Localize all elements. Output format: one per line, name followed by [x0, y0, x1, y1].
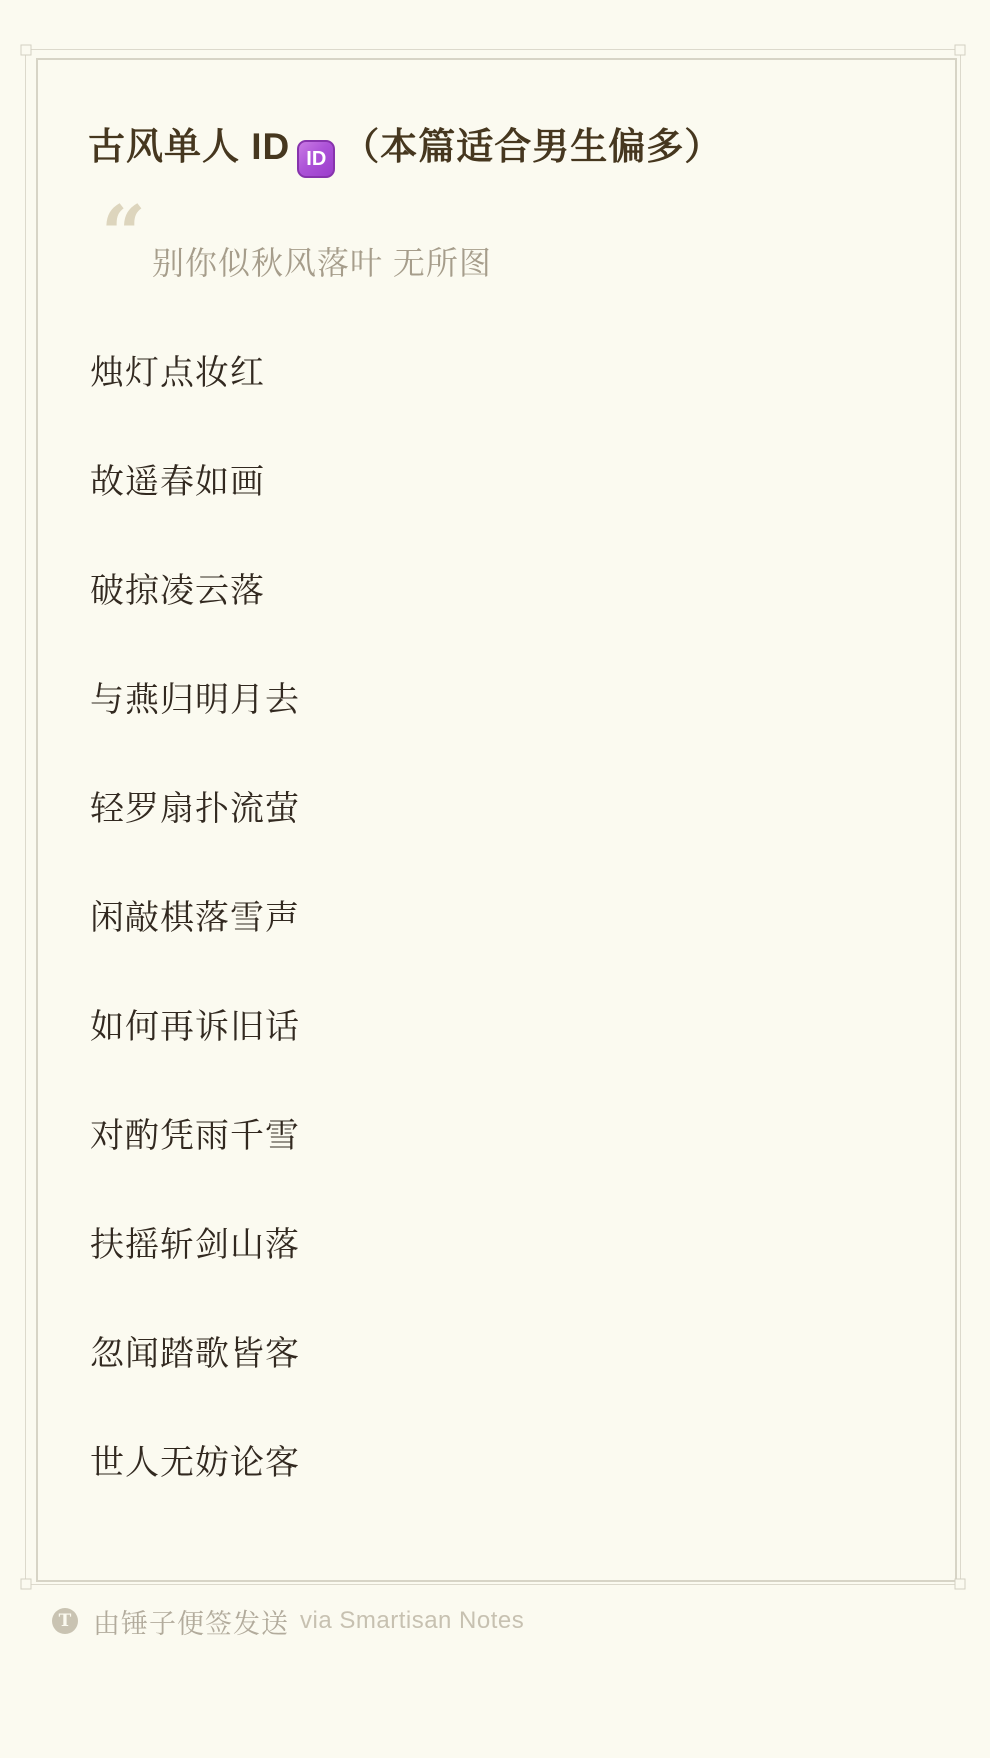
- quote-text: 别你似秋风落叶 无所图: [152, 245, 492, 281]
- footer-text-cn: 由锤子便签发送: [93, 1608, 289, 1639]
- list-item: 与燕归明月去: [90, 681, 300, 719]
- corner-ornament-bottom-left: [21, 1579, 32, 1590]
- footer: [52, 1606, 525, 1639]
- list-item: 轻罗扇扑流萤: [90, 790, 300, 828]
- list-item: 故遥春如画: [90, 463, 265, 501]
- note-title: [88, 116, 722, 178]
- id-list: [90, 345, 300, 1544]
- smartisan-logo-letter: T: [58, 1611, 72, 1631]
- note-title-suffix: （本篇适合男生偏多）: [342, 126, 723, 167]
- footer-text-en: via Smartisan Notes: [300, 1607, 525, 1634]
- quote-mark-icon: “: [101, 189, 146, 280]
- list-item: 如何再诉旧话: [90, 1008, 300, 1046]
- corner-ornament-top-right: [955, 45, 966, 56]
- list-item: 闲敲棋落雪声: [90, 899, 300, 937]
- list-item: 破掠凌云落: [90, 572, 265, 610]
- id-emoji: [297, 140, 335, 178]
- list-item: 忽闻踏歌皆客: [90, 1335, 300, 1373]
- list-item: 世人无妨论客: [90, 1444, 300, 1482]
- smartisan-logo-icon: [52, 1608, 78, 1634]
- id-emoji-label: ID: [306, 148, 327, 170]
- list-item: 对酌凭雨千雪: [90, 1117, 300, 1155]
- corner-ornament-top-left: [21, 45, 32, 56]
- list-item: 烛灯点妆红: [90, 354, 265, 392]
- corner-ornament-bottom-right: [955, 1579, 966, 1590]
- note-title-prefix: 古风单人 ID: [88, 126, 291, 167]
- list-item: 扶摇斩剑山落: [90, 1226, 300, 1264]
